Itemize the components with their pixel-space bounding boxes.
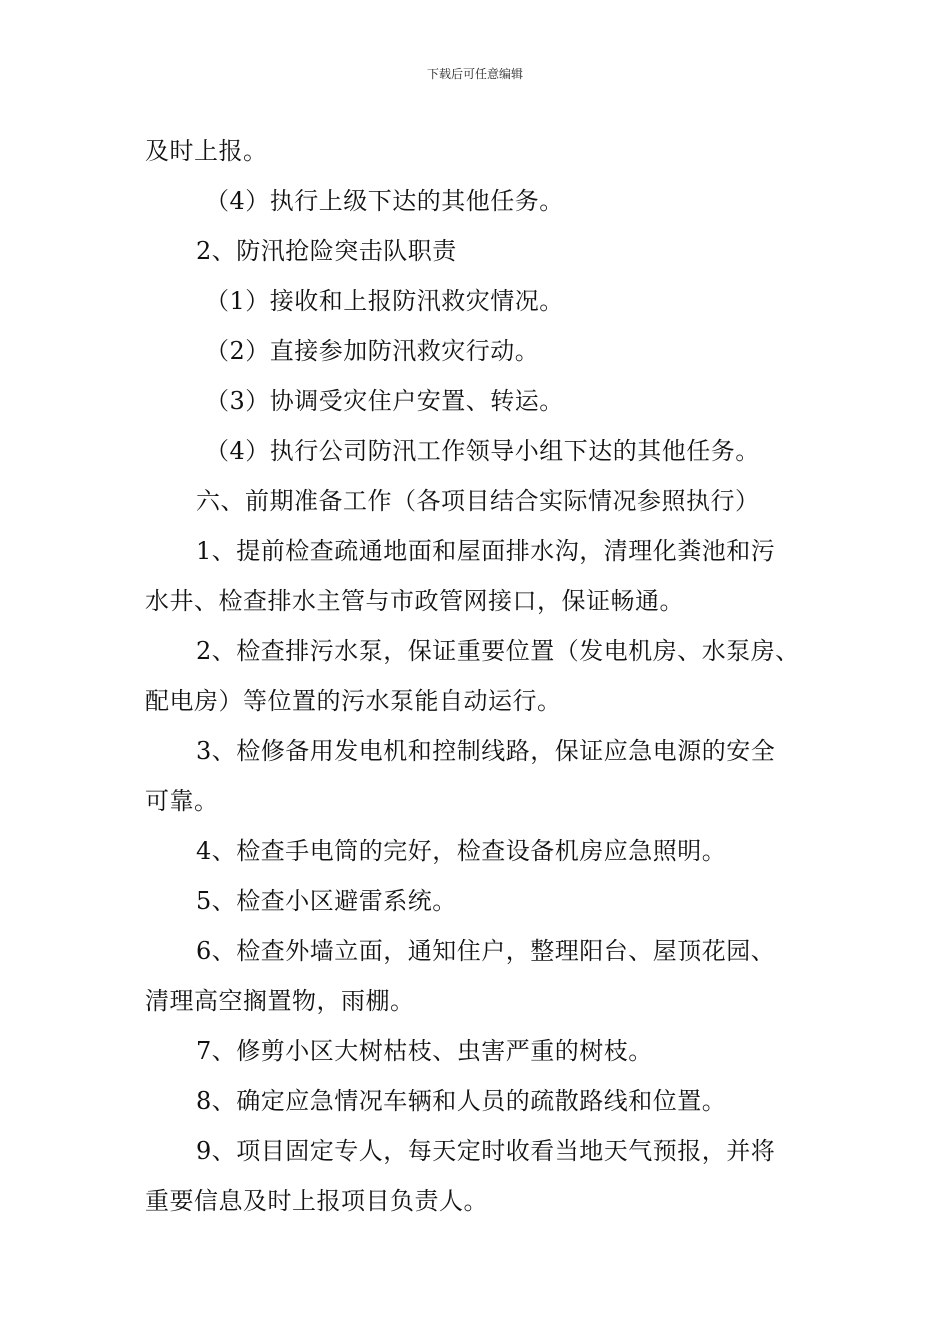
paragraph-line: 6、检查外墙立面，通知住户，整理阳台、屋顶花园、 <box>196 937 776 965</box>
paragraph-line: （1）接收和上报防汛救灾情况。 <box>205 287 564 315</box>
paragraph-line: 配电房）等位置的污水泵能自动运行。 <box>145 687 562 715</box>
paragraph-line: 重要信息及时上报项目负责人。 <box>145 1187 488 1215</box>
paragraph-line: （3）协调受灾住户安置、转运。 <box>205 387 564 415</box>
paragraph-line: 7、修剪小区大树枯枝、虫害严重的树枝。 <box>196 1037 653 1065</box>
paragraph-line: （2）直接参加防汛救灾行动。 <box>205 337 540 365</box>
paragraph-line: 8、确定应急情况车辆和人员的疏散路线和位置。 <box>196 1087 727 1115</box>
paragraph-line: 清理高空搁置物，雨棚。 <box>145 987 415 1015</box>
section-heading: 2、防汛抢险突击队职责 <box>196 237 457 265</box>
paragraph-line: 2、检查排污水泵，保证重要位置（发电机房、水泵房、 <box>196 637 800 665</box>
section-heading: 六、前期准备工作（各项目结合实际情况参照执行） <box>196 487 760 515</box>
page-header: 下载后可任意编辑 <box>426 67 523 81</box>
paragraph-line: 可靠。 <box>145 787 219 815</box>
paragraph-line: 5、检查小区避雷系统。 <box>196 887 457 915</box>
paragraph-line: （4）执行上级下达的其他任务。 <box>205 187 564 215</box>
paragraph-line: 3、检修备用发电机和控制线路，保证应急电源的安全 <box>196 737 776 765</box>
paragraph-line: 及时上报。 <box>145 137 268 165</box>
paragraph-line: 4、检查手电筒的完好，检查设备机房应急照明。 <box>196 837 727 865</box>
paragraph-line: 1、提前检查疏通地面和屋面排水沟，清理化粪池和污 <box>196 537 776 565</box>
document-body <box>145 126 815 1226</box>
paragraph-line: 9、项目固定专人，每天定时收看当地天气预报，并将 <box>196 1137 776 1165</box>
paragraph-line: （4）执行公司防汛工作领导小组下达的其他任务。 <box>205 437 760 465</box>
paragraph-line: 水井、检查排水主管与市政管网接口，保证畅通。 <box>145 587 684 615</box>
